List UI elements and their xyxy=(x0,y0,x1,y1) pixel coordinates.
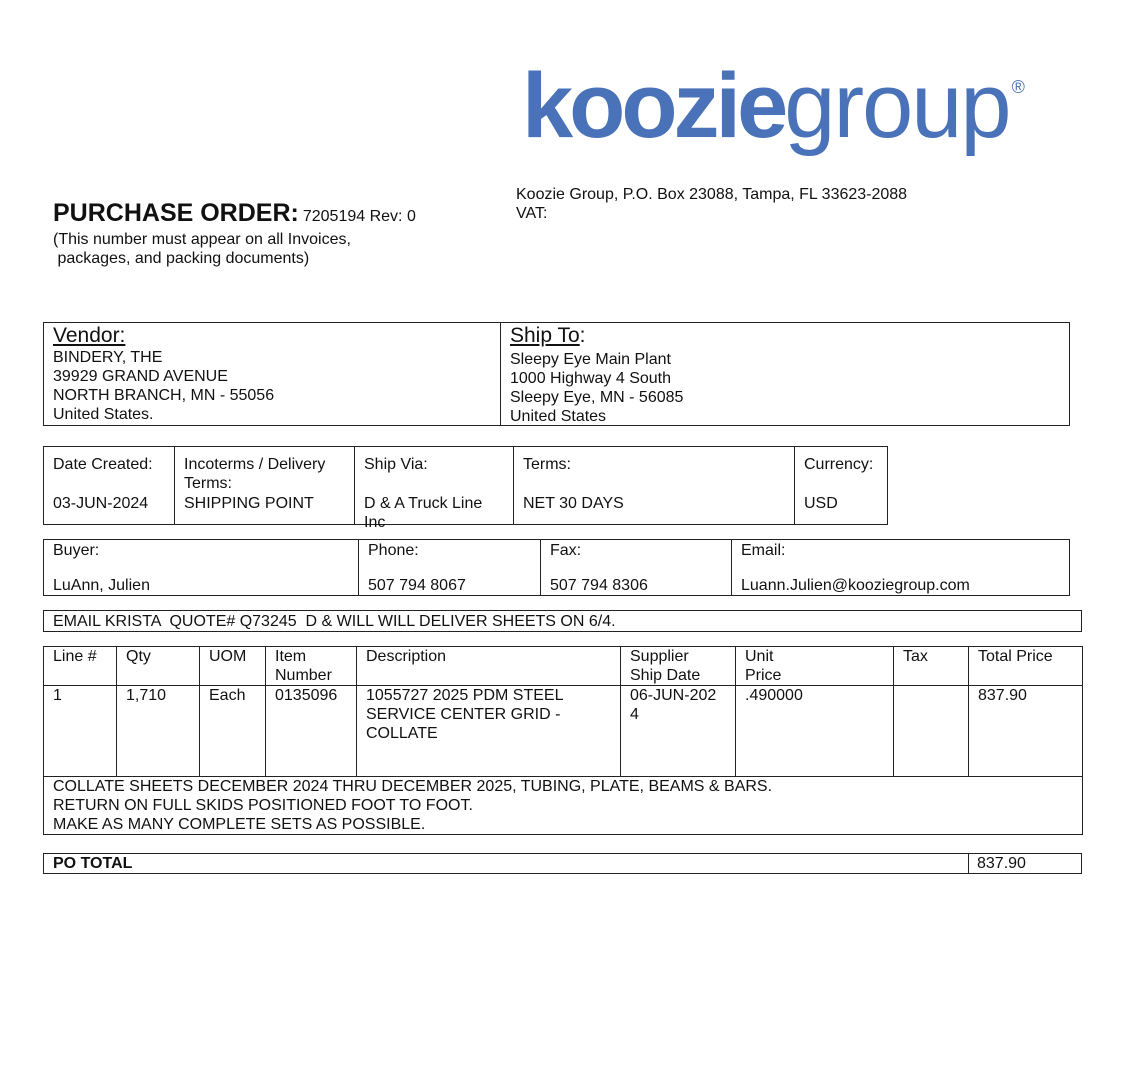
currency-label: Currency: xyxy=(804,456,874,473)
po-total-box xyxy=(43,853,1082,874)
fax-cell xyxy=(540,540,731,595)
email-value: Luann.Julien@kooziegroup.com xyxy=(741,577,970,594)
company-address: Koozie Group, P.O. Box 23088, Tampa, FL 33623-2088 xyxy=(516,186,908,203)
incoterms-value: SHIPPING POINT xyxy=(184,495,314,512)
currency-cell xyxy=(794,447,887,524)
fax-value: 507 794 8306 xyxy=(550,577,648,594)
po-note-line: (This number must appear on all Invoices, xyxy=(53,231,351,248)
koozie-group-logo xyxy=(522,55,1025,157)
contact-box xyxy=(43,539,1070,596)
po-total-label: PO TOTAL xyxy=(53,855,133,872)
incoterms-cell xyxy=(174,447,354,524)
description-line: SERVICE CENTER GRID - xyxy=(366,706,561,723)
date-created-cell xyxy=(44,447,174,524)
buyer-label: Buyer: xyxy=(53,542,100,559)
vendor-shipto-box xyxy=(43,322,1070,426)
logo-light-text: group xyxy=(784,55,1010,157)
email-label: Email: xyxy=(741,542,786,559)
currency-value: USD xyxy=(804,495,838,512)
col-header-line: Line # xyxy=(44,647,117,686)
ship-to-line: Sleepy Eye, MN - 56085 xyxy=(510,389,684,406)
instructions-text: EMAIL KRISTA QUOTE# Q73245 D & WILL WILL DELIVER SHEETS ON 6/4. xyxy=(53,613,616,630)
col-header-unit-price: Unit Price xyxy=(736,647,894,686)
description-line: 1055727 2025 PDM STEEL xyxy=(366,687,564,704)
tax-cell xyxy=(894,686,969,777)
ship-via-value xyxy=(364,494,482,532)
ship-date-line: 06-JUN-202 xyxy=(630,687,717,704)
col-header-tax: Tax xyxy=(894,647,969,686)
col-header-uom: UOM xyxy=(200,647,266,686)
uom-cell: Each xyxy=(200,686,266,777)
terms-cell xyxy=(513,447,794,524)
note-line: RETURN ON FULL SKIDS POSITIONED FOOT TO FOOT. xyxy=(53,797,473,814)
table-header-row xyxy=(44,647,1083,686)
ship-to-line: United States xyxy=(510,408,607,425)
buyer-value: LuAnn, Julien xyxy=(53,577,150,594)
po-note xyxy=(53,230,351,268)
po-title xyxy=(53,199,416,228)
note-line: COLLATE SHEETS DECEMBER 2024 THRU DECEMBER 2025, TUBING, PLATE, BEAMS & BARS. xyxy=(53,778,773,795)
col-header-description: Description xyxy=(357,647,621,686)
notes-row xyxy=(44,777,1083,835)
ship-date-cell xyxy=(621,686,736,777)
line-items-table xyxy=(43,646,1083,835)
vendor-line: BINDERY, THE xyxy=(53,349,163,366)
col-header-total: Total Price xyxy=(969,647,1083,686)
ship-to-heading: Ship To xyxy=(510,324,580,347)
po-note-line: packages, and packing documents) xyxy=(53,250,310,267)
vendor-line: NORTH BRANCH, MN - 55056 xyxy=(53,387,275,404)
notes-cell xyxy=(44,777,1083,835)
logo-bold-text: koozie xyxy=(522,55,785,157)
ship-via-value-line: D & A Truck Line xyxy=(364,495,483,512)
registered-mark: ® xyxy=(1011,77,1025,97)
ship-to-line: Sleepy Eye Main Plant xyxy=(510,351,671,368)
vendor-line: 39929 GRAND AVENUE xyxy=(53,368,228,385)
ship-via-cell xyxy=(354,447,513,531)
item-number-cell: 0135096 xyxy=(266,686,357,777)
date-created-value: 03-JUN-2024 xyxy=(53,495,149,512)
incoterms-label: Incoterms / Delivery xyxy=(184,456,326,473)
ship-to-line: 1000 Highway 4 South xyxy=(510,370,671,387)
vat-label: VAT: xyxy=(516,205,548,222)
line-number-cell: 1 xyxy=(44,686,117,777)
unit-price-cell: .490000 xyxy=(736,686,894,777)
table-row xyxy=(44,686,1083,777)
po-total-value: 837.90 xyxy=(977,855,1026,872)
ship-via-value-line: Inc xyxy=(364,514,386,531)
note-line: MAKE AS MANY COMPLETE SETS AS POSSIBLE. xyxy=(53,816,426,833)
vendor-heading: Vendor: xyxy=(53,324,126,347)
col-header-item-number: Item Number xyxy=(266,647,357,686)
terms-label: Terms: xyxy=(523,456,571,473)
description-cell xyxy=(357,686,621,777)
terms-value: NET 30 DAYS xyxy=(523,495,624,512)
total-price-cell: 837.90 xyxy=(969,686,1083,777)
ship-to-colon: : xyxy=(579,324,586,347)
date-created-label: Date Created: xyxy=(53,456,153,473)
col-header-qty: Qty xyxy=(117,647,200,686)
phone-value: 507 794 8067 xyxy=(368,577,466,594)
description-line: COLLATE xyxy=(366,725,438,742)
vendor-line: United States. xyxy=(53,406,154,423)
order-info-box xyxy=(43,446,888,531)
po-number: 7205194 Rev: 0 xyxy=(302,208,416,225)
company-address-block xyxy=(516,185,907,223)
fax-label: Fax: xyxy=(550,542,582,559)
ship-to-section xyxy=(500,323,1069,425)
ship-date-line: 4 xyxy=(630,706,639,723)
ship-via-label: Ship Via: xyxy=(364,456,428,473)
vendor-section xyxy=(44,323,500,425)
phone-cell xyxy=(358,540,540,595)
po-total-divider xyxy=(968,854,969,873)
phone-label: Phone: xyxy=(368,542,419,559)
qty-cell: 1,710 xyxy=(117,686,200,777)
instructions-box xyxy=(43,610,1082,632)
col-header-ship-date: Supplier Ship Date xyxy=(621,647,736,686)
incoterms-label: Terms: xyxy=(184,475,232,492)
buyer-cell xyxy=(44,540,358,595)
po-title-label: PURCHASE ORDER: xyxy=(53,199,299,227)
email-cell xyxy=(731,540,1069,595)
